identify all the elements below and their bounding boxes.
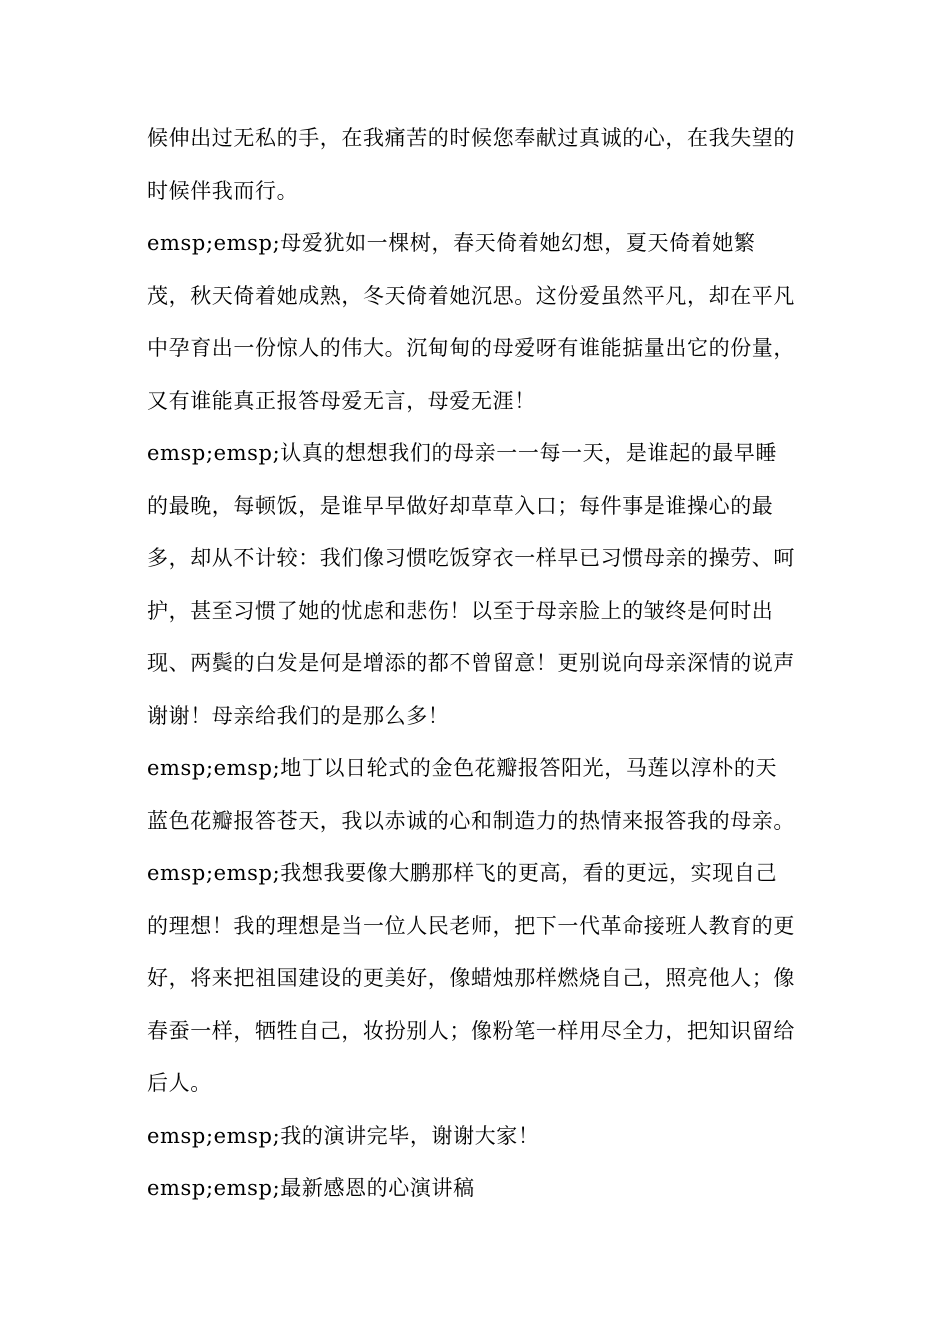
paragraph-4: emsp;emsp;地丁以日轮式的金色花瓣报答阳光，马莲以淳朴的天蓝色花瓣报答苍天，我以赤诚的心和制造力的热情来报答我的母亲。 bbox=[147, 756, 795, 833]
paragraph-1: 候伸出过无私的手，在我痛苦的时候您奉献过真诚的心，在我失望的时候伴我而行。 bbox=[147, 126, 795, 203]
paragraph-6: emsp;emsp;我的演讲完毕，谢谢大家！ bbox=[147, 1123, 540, 1148]
paragraph-3: emsp;emsp;认真的想想我们的母亲一一每一天，是谁起的最早睡的最晚，每顿饭，是谁早早做好却草草入口；每件事是谁操心的最多，却从不计较：我们像习惯吃饭穿衣一样早已习惯母亲的操劳、呵护，甚至习惯了她的忧虑和悲伤！以至于母亲脸上的皱终是何时出现、两鬓的白发是何是增添的都不曾留意！更别说向母亲深情的说声谢谢！母亲给我们的是那么多！ bbox=[147, 441, 795, 728]
paragraph-5: emsp;emsp;我想我要像大鹏那样飞的更高，看的更远，实现自己的理想！我的理想是当一位人民老师，把下一代革命接班人教育的更好，将来把祖国建设的更美好，像蜡烛那样燃烧自己，照亮他人；像春蚕一样，牺牲自己，妆扮别人；像粉笔一样用尽全力，把知识留给后人。 bbox=[147, 861, 795, 1095]
paragraph-7: emsp;emsp;最新感恩的心演讲稿 bbox=[147, 1176, 475, 1200]
document-body bbox=[147, 112, 797, 1215]
paragraph-2: emsp;emsp;母爱犹如一棵树，春天倚着她幻想，夏天倚着她繁茂，秋天倚着她成熟，冬天倚着她沉思。这份爱虽然平凡，却在平凡中孕育出一份惊人的伟大。沉甸甸的母爱呀有谁能掂量出它的份量，又有谁能真正报答母爱无言，母爱无涯！ bbox=[147, 231, 795, 413]
